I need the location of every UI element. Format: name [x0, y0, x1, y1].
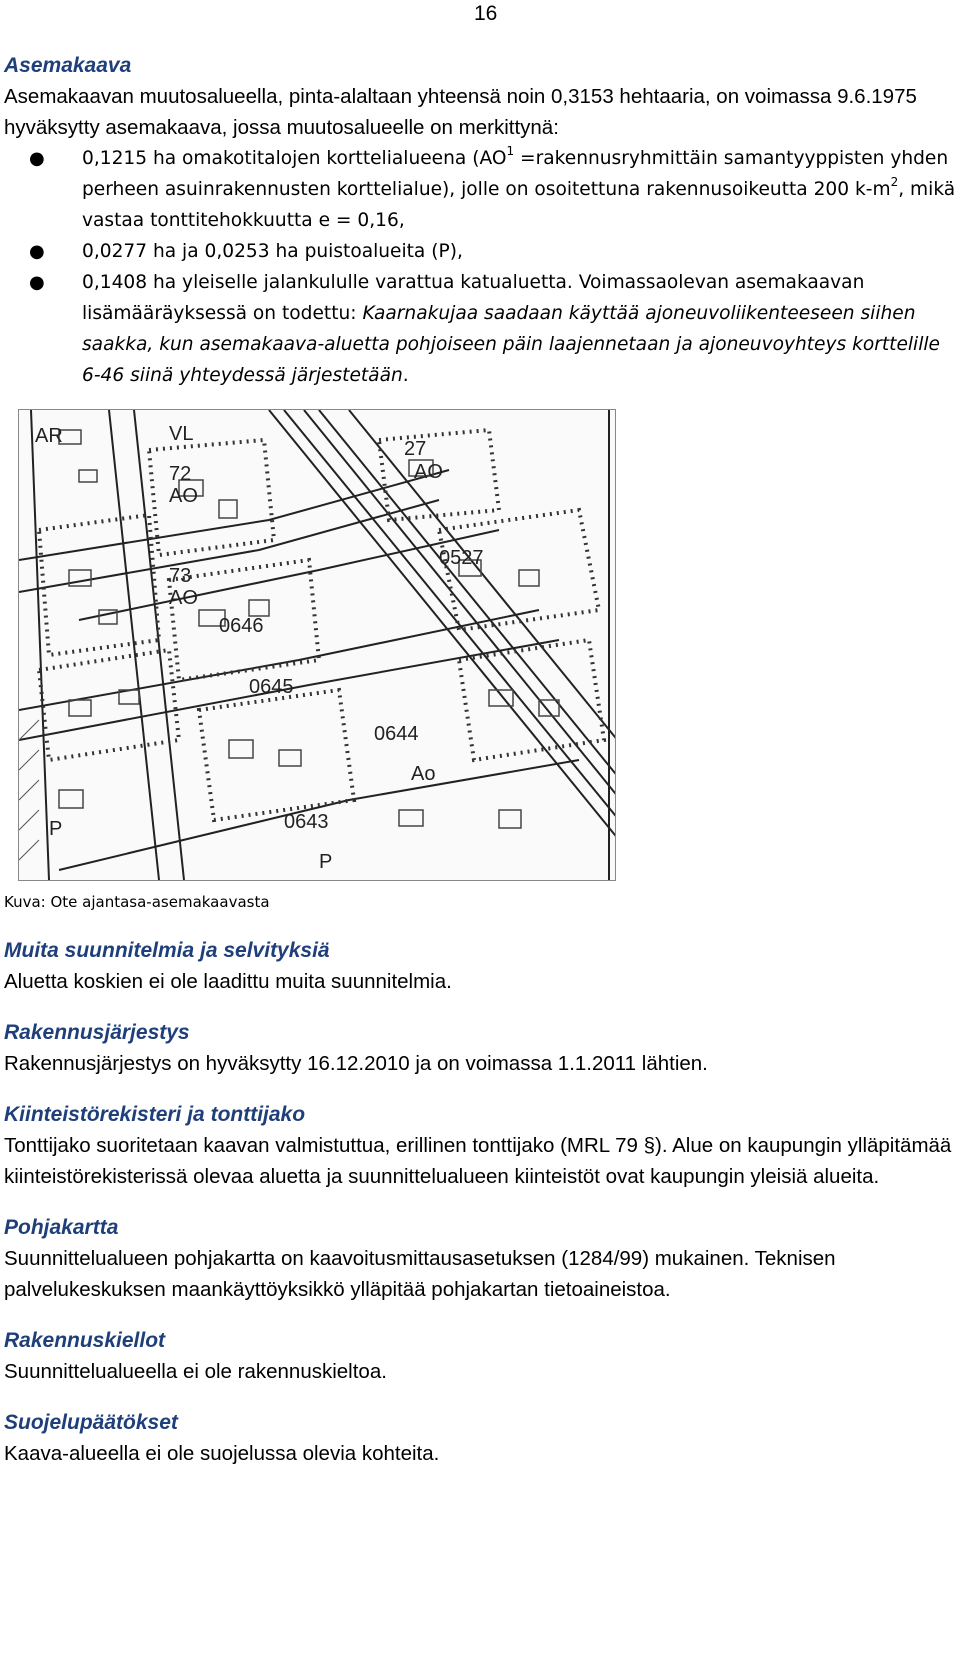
- map-label: 0646: [219, 615, 264, 637]
- map-label: Ao: [411, 763, 436, 785]
- heading-rakennusjarjestys: Rakennusjärjestys: [4, 1021, 190, 1044]
- section-text: Tonttijako suoritetaan kaavan valmistuttua, erillinen tonttijako (MRL 79 §). Alue on kaupungin ylläpitämää kiinteistörekisterissä olevaa aluetta ja suunnittelualueen kiinteistöt ovat kaupungin yleisiä alueita.: [4, 1134, 952, 1188]
- heading-asemakaava: Asemakaava: [4, 54, 132, 77]
- heading-rakennuskiellot: Rakennuskiellot: [4, 1329, 166, 1352]
- zoning-map-image: [18, 409, 616, 881]
- section-text: Suunnittelualueen pohjakartta on kaavoitusmittausasetuksen (1284/99) mukainen. Teknisen palvelukeskuksen maankäyttöyksikkö ylläpitää pohjakartan tietoaineistoa.: [4, 1247, 836, 1301]
- asemakaava-list: [4, 143, 956, 391]
- map-label: 73: [169, 565, 192, 587]
- section-text: Kaava-alueella ei ole suojelussa olevia kohteita.: [4, 1442, 440, 1465]
- map-label: 72: [169, 463, 192, 485]
- heading-suojelupaatokset: Suojelupäätökset: [4, 1411, 178, 1434]
- map-label: 0644: [374, 723, 419, 745]
- map-label: AO: [169, 485, 198, 507]
- bullet-icon: ●: [29, 272, 45, 293]
- heading-pohjakartta: Pohjakartta: [4, 1216, 119, 1239]
- map-caption: Kuva: Ote ajantasa-asemakaavasta: [4, 893, 270, 911]
- map-label: 0645: [249, 676, 294, 698]
- map-label: AR: [35, 425, 63, 447]
- map-label: 0643: [284, 811, 329, 833]
- map-label: P: [319, 851, 333, 873]
- map-label: 27: [404, 438, 427, 460]
- bullet-icon: ●: [29, 241, 45, 262]
- heading-kiinteistorekisteri: Kiinteistörekisteri ja tonttijako: [4, 1103, 306, 1126]
- list-item: ● 0,0277 ha ja 0,0253 ha puistoalueita (P),: [4, 236, 956, 267]
- section-text: Suunnittelualueella ei ole rakennuskieltoa.: [4, 1360, 387, 1383]
- page-number: 16: [474, 2, 498, 25]
- bullet-icon: ●: [29, 148, 45, 169]
- map-label: 0527: [439, 547, 484, 569]
- section-text: Aluetta koskien ei ole laadittu muita suunnitelmia.: [4, 970, 452, 993]
- heading-muita-suunnitelmia: Muita suunnitelmia ja selvityksiä: [4, 939, 330, 962]
- map-label: AO: [169, 587, 198, 609]
- map-label: VL: [169, 423, 194, 445]
- asemakaava-intro: Asemakaavan muutosalueella, pinta-alaltaan yhteensä noin 0,3153 hehtaaria, on voimassa 9.6.1975 hyväksytty asemakaava, jossa muutosalueelle on merkittynä:: [4, 85, 917, 139]
- zoning-map-svg: [19, 410, 615, 880]
- list-item: ● 0,1215 ha omakotitalojen korttelialueena ($AO^1$ =rakennusryhmittäin samantyyppisten yhden perheen asuinrakennusten korttelialue), jolle on osoitettuna rakennusoikeutta 200 $k-m^2$, mikä vastaa tonttitehokkuutta e = 0,16,: [29, 143, 956, 231]
- map-label: P: [49, 818, 63, 840]
- map-label: AO: [414, 461, 443, 483]
- list-item: ● 0,1408 ha yleiselle jalankululle varattua katualuetta. Voimassaolevan asemakaavan lisämääräyksessä on todettu: Kaarnakujaa saadaan käyttää ajoneuvoliikenteeseen siihen saakka, kun asemakaava-aluetta pohjoiseen päin laajennetaan ja ajoneuvoyhteys korttelille 6-46 siinä yhteydessä järjestetään.: [4, 267, 956, 391]
- document-body: [4, 50, 956, 1469]
- section-text: Rakennusjärjestys on hyväksytty 16.12.2010 ja on voimassa 1.1.2011 lähtien.: [4, 1052, 708, 1075]
